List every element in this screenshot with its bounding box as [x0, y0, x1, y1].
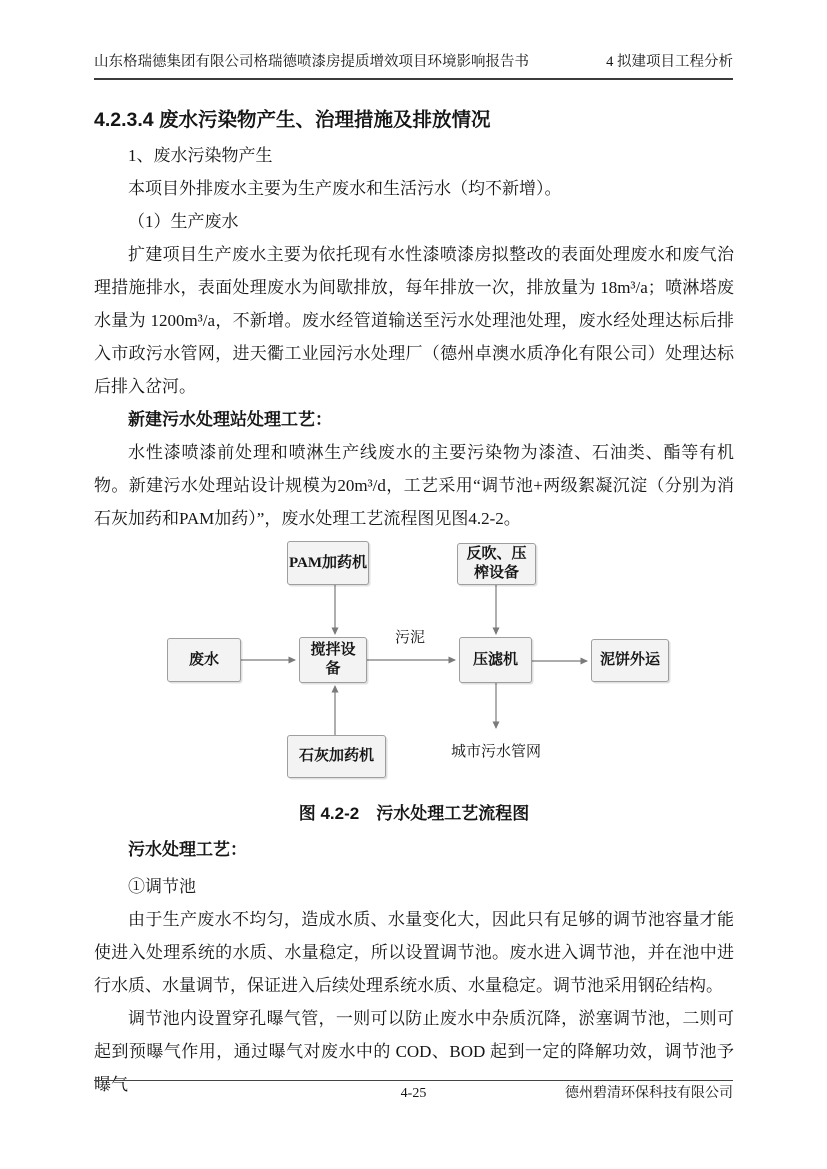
flowchart-figure — [94, 535, 734, 797]
footer-company-name: 德州碧清环保科技有限公司 — [565, 1086, 733, 1101]
paragraph-step1-desc: 由于生产废水不均匀，造成水质、水量变化大，因此只有足够的调节池容量才能使进入处理系统的水质、水量稳定，所以设置调节池。废水进入调节池，并在池中进行水质、水量调节，保证进入后续处理系统水质、水量稳定。调节池采用钢砼结构。 — [94, 910, 734, 995]
paragraph-step1-title: ①调节池 — [128, 877, 196, 896]
flow-node-wastewater-label: 废水 — [188, 651, 219, 668]
flow-node-lime-doser-label: 石灰加药机 — [298, 748, 374, 764]
paragraph-sub-item1: （1）生产废水 — [128, 212, 239, 231]
flow-node-wastewater — [167, 638, 241, 682]
paragraph-station-heading: 新建污水处理站处理工艺： — [128, 410, 332, 429]
paragraph-item1: 1、废水污染物产生 — [128, 146, 273, 165]
flow-node-mixing-equipment — [299, 637, 367, 683]
page-header — [94, 52, 733, 80]
flow-node-sludge-cake-out — [591, 639, 669, 682]
page-footer — [94, 1080, 733, 1108]
flow-edge-label-sludge: 污泥 — [394, 630, 425, 646]
flow-terminal-city-sewer: 城市污水管网 — [450, 744, 541, 760]
document-body — [94, 100, 734, 1101]
header-chapter-title: 4 拟建项目工程分析 — [606, 54, 733, 70]
flow-node-lime-doser — [287, 735, 386, 778]
paragraph-station-desc: 水性漆喷漆前处理和喷淋生产线废水的主要污染物为漆渣、石油类、酯等有机物。新建污水处理站设计规模为20m³/d，工艺采用“调节池+两级絮凝沉淀（分别为消石灰加药和PAM加药）”，废水处理工艺流程图见图4.2-2。 — [94, 443, 734, 528]
flow-node-mixing-equipment-label: 搅拌设备 — [310, 642, 356, 677]
flow-node-backflush-press-equipment — [457, 543, 536, 585]
paragraph-intro: 本项目外排废水主要为生产废水和生活污水（均不新增）。 — [128, 179, 562, 198]
header-report-title: 山东格瑞德集团有限公司格瑞德喷漆房提质增效项目环境影响报告书 — [94, 54, 529, 70]
flow-node-pam-doser-label: PAM加药机 — [288, 554, 368, 571]
paragraph-production-wastewater: 扩建项目生产废水主要为依托现有水性漆喷漆房拟整改的表面处理废水和废气治理措施排水，表面处理废水为间歇排放，每年排放一次，排放量为 18m³/a；喷淋塔废水量为 1200m³/a，不新增。废水经管道输送至污水处理池处理，废水经处理达标后排入市政污水管网，进天衢工业园污水处理厂（德州卓澳水质净化有限公司）处理达标后排入岔河。 — [94, 245, 734, 396]
figure-caption: 图 4.2-2 污水处理工艺流程图 — [298, 804, 530, 823]
flow-node-backflush-press-equipment-label: 反吹、压榨设备 — [466, 546, 527, 581]
flow-node-pam-doser — [287, 541, 369, 585]
paragraph-step1-desc2: 调节池内设置穿孔曝气管，一则可以防止废水中杂质沉降，淤塞调节池，二则可起到预曝气作用，通过曝气对废水中的 COD、BOD 起到一定的降解功效，调节池予曝气 — [94, 1009, 734, 1094]
paragraph-process-heading: 污水处理工艺： — [128, 840, 247, 859]
flow-node-sludge-cake-out-label: 泥饼外运 — [599, 652, 660, 668]
section-heading: 4.2.3.4 废水污染物产生、治理措施及排放情况 — [94, 109, 491, 131]
flow-node-filter-press-label: 压滤机 — [472, 651, 518, 668]
flow-node-filter-press — [459, 637, 532, 683]
footer-page-number: 4-25 — [400, 1086, 427, 1101]
